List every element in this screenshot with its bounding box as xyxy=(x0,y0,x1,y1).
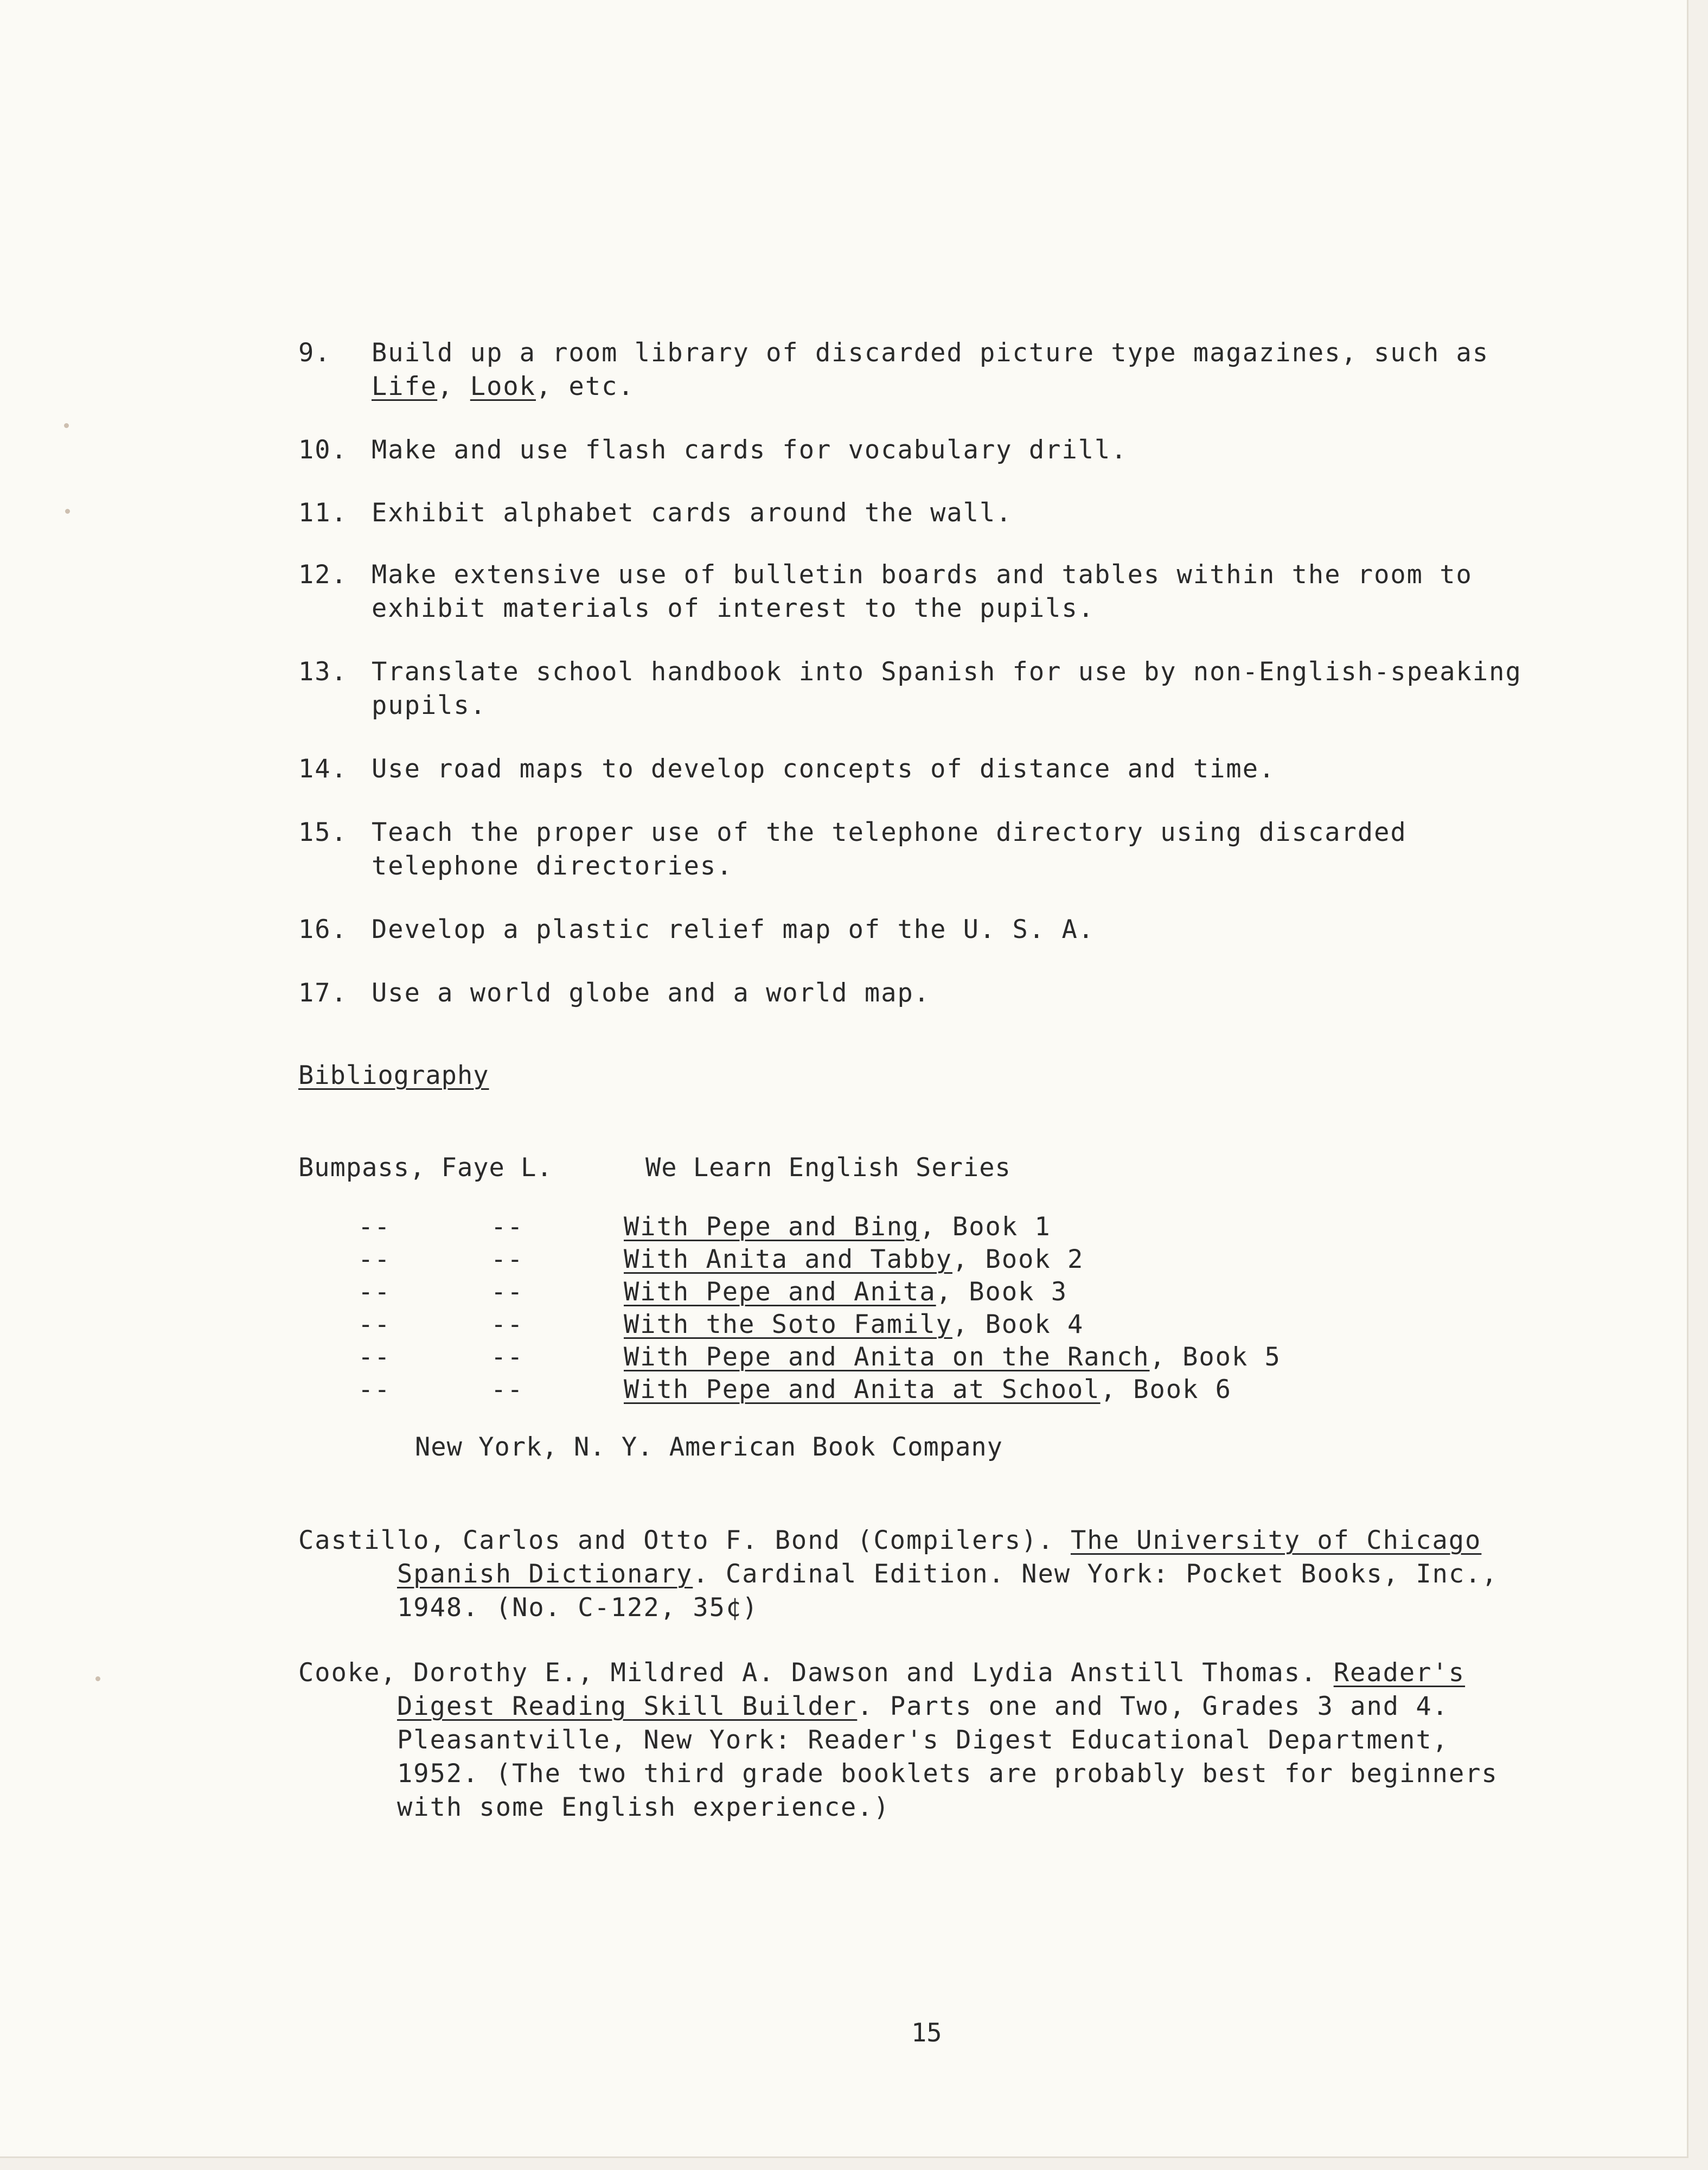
list-item xyxy=(298,913,1546,947)
page-number: 15 xyxy=(911,2018,942,2048)
list-item xyxy=(298,816,1546,883)
item-number: 10. xyxy=(298,435,348,465)
item-number: 17. xyxy=(298,978,348,1008)
book-row xyxy=(298,1341,1546,1374)
book-title: With Pepe and Anita on the Ranch xyxy=(624,1342,1150,1372)
item-text: , xyxy=(437,372,470,401)
ditto-mark: -- xyxy=(358,1375,391,1405)
item-text: Use a world globe and a world map. xyxy=(372,978,931,1008)
book-number: , Book 6 xyxy=(1100,1375,1232,1405)
list-item xyxy=(298,336,1546,404)
book-list xyxy=(298,1211,1546,1406)
item-text: Make extensive use of bulletin boards and tables within the room to exhibit materials of interest to the pupils. xyxy=(372,560,1473,623)
entry-authors: Cooke, Dorothy E., Mildred A. Dawson and Lydia Anstill Thomas. xyxy=(298,1658,1334,1688)
item-text: Translate school handbook into Spanish for use by non-English-speaking pupils. xyxy=(372,657,1522,720)
bibliography-heading xyxy=(298,1059,1546,1093)
series-title: We Learn English Series xyxy=(645,1153,1011,1183)
ditto-mark: -- xyxy=(491,1342,524,1372)
item-text: Use road maps to develop concepts of distance and time. xyxy=(372,754,1276,784)
ditto-mark: -- xyxy=(491,1375,524,1405)
item-text: Make and use flash cards for vocabulary drill. xyxy=(372,435,1128,465)
item-number: 14. xyxy=(298,754,348,784)
book-row xyxy=(298,1309,1546,1341)
entry-details: . Parts one and Two, Grades 3 and 4. Pleasantville, New York: Reader's Digest Educational Department, 1952. (The two third grade booklets are probably best for beginners with some English experience.) xyxy=(397,1692,1498,1822)
list-item xyxy=(298,976,1546,1010)
magazine-title: Life xyxy=(372,372,438,401)
item-number: 11. xyxy=(298,498,348,528)
item-number: 12. xyxy=(298,560,348,590)
bibliography-entry xyxy=(298,1524,1546,1625)
list-item xyxy=(298,496,1546,530)
list-item xyxy=(298,655,1546,723)
book-title: With Pepe and Bing xyxy=(624,1212,920,1242)
ditto-mark: -- xyxy=(358,1277,391,1307)
book-number: , Book 5 xyxy=(1149,1342,1281,1372)
item-text: Develop a plastic relief map of the U. S. A. xyxy=(372,915,1095,944)
item-number: 16. xyxy=(298,915,348,944)
entry-title: Reader's Digest Reading Skill Builder xyxy=(397,1658,1466,1721)
entry-authors: Castillo, Carlos and Otto F. Bond (Compilers). xyxy=(298,1526,1071,1555)
ditto-mark: -- xyxy=(358,1342,391,1372)
book-number: , Book 3 xyxy=(936,1277,1068,1307)
margin-speck xyxy=(95,1676,100,1681)
ditto-mark: -- xyxy=(491,1277,524,1307)
book-title: With Anita and Tabby xyxy=(624,1244,952,1274)
item-text: Build up a room library of discarded picture type magazines, such as xyxy=(372,338,1489,368)
list-item xyxy=(298,558,1546,626)
book-row xyxy=(298,1374,1546,1406)
book-number: , Book 4 xyxy=(952,1310,1084,1339)
list-item xyxy=(298,433,1546,467)
series-entry xyxy=(298,1151,1546,1185)
book-number: , Book 2 xyxy=(952,1244,1084,1274)
entry-title: The University of Chicago Spanish Dictionary xyxy=(397,1526,1482,1589)
item-text: Exhibit alphabet cards around the wall. xyxy=(372,498,1013,528)
ditto-mark: -- xyxy=(491,1310,524,1339)
magazine-title: Look xyxy=(470,372,536,401)
book-row xyxy=(298,1211,1546,1243)
ditto-mark: -- xyxy=(358,1244,391,1274)
entry-details: . Cardinal Edition. New York: Pocket Books, Inc., 1948. (No. C-122, 35¢) xyxy=(397,1559,1498,1623)
ditto-mark: -- xyxy=(491,1244,524,1274)
bibliography-entry xyxy=(298,1656,1546,1824)
margin-speck xyxy=(64,423,69,428)
margin-speck xyxy=(65,509,70,514)
heading-text: Bibliography xyxy=(298,1061,489,1090)
item-number: 9. xyxy=(298,338,331,368)
ditto-mark: -- xyxy=(491,1212,524,1242)
book-title: With Pepe and Anita at School xyxy=(624,1375,1101,1405)
item-text: Teach the proper use of the telephone directory using discarded telephone directories. xyxy=(372,818,1407,881)
series-publisher: New York, N. Y. American Book Company xyxy=(415,1432,1003,1462)
book-number: , Book 1 xyxy=(919,1212,1051,1242)
item-text: , etc. xyxy=(535,372,635,401)
book-row xyxy=(298,1276,1546,1309)
list-item xyxy=(298,752,1546,786)
item-number: 15. xyxy=(298,818,348,847)
series-author: Bumpass, Faye L. xyxy=(298,1153,553,1183)
page-content xyxy=(298,336,1546,1824)
item-number: 13. xyxy=(298,657,348,687)
book-title: With the Soto Family xyxy=(624,1310,952,1339)
book-row xyxy=(298,1243,1546,1276)
ditto-mark: -- xyxy=(358,1212,391,1242)
book-title: With Pepe and Anita xyxy=(624,1277,936,1307)
ditto-mark: -- xyxy=(358,1310,391,1339)
